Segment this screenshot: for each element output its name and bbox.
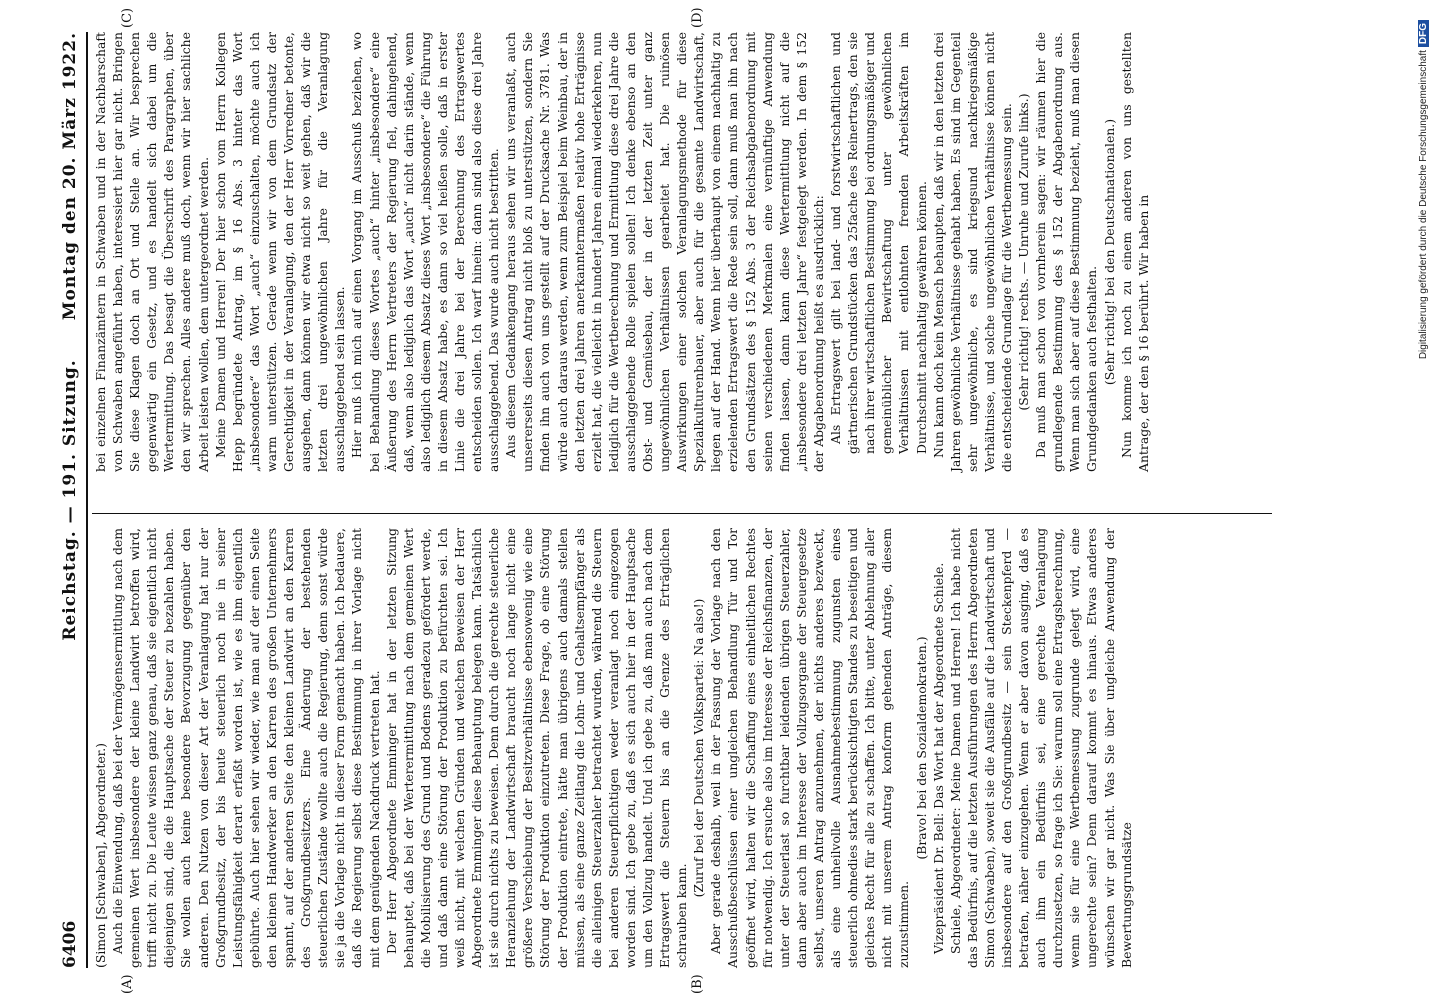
column-divider (92, 513, 1272, 514)
margin-mark-b: (B) (690, 974, 705, 994)
page-header (60, 32, 84, 968)
right-paragraph: (Sehr richtig! rechts. — Unruhe und Zurufe links.) (1016, 93, 1032, 411)
dfg-logo: DFG (1418, 20, 1429, 47)
header-rule (86, 32, 88, 968)
left-paragraph: (Bravo! bei den Sozialdemokraten.) (913, 636, 929, 860)
right-paragraph: Nun komme ich noch zu einem anderen von uns gestellten Antrage, der den § 16 berührt. Wir haben in (1118, 32, 1151, 472)
right-paragraph: bei einzelnen Finanzämtern in Schwaben und in der Nachbarschaft von Schwaben angeführt haben, interessiert hier gar nicht. Bringen Sie diese Klagen doch an Ort und Stelle an. Wir besprechen gegenwärtig ein Gesetz, und es handelt sich dabei um die Wertermittlung. Das besagt die Überschrift des Paragraphen, über den wir sprechen. Alles andere muß doch, wenn wir hier sachliche Arbeit leisten wollen, dem untergeordnet werden. (93, 32, 211, 472)
left-paragraph: (Simon [Schwaben], Abgeordneter.) (93, 742, 108, 968)
margin-mark-a: (A) (120, 974, 135, 994)
right-column (92, 32, 1152, 472)
right-paragraph: Meine Damen und Herren! Der hier schon vom Herrn Kollegen Hepp begründete Antrag, im § 16 Abs. 3 hinter das Wort „insbesondere“ das Wort „auch“ einzuschalten, möchte auch ich warm unterstützen. Gerade wenn wir von dem Grundsatz der Gerechtigkeit in der Veranlagung, den der Herr Vorredner betonte, ausgehen, dann können wir etwa nicht so weit gehen, daß wir die letzten drei ungewöhnlichen Jahre für die Veranlagung ausschlaggebend sein lassen. (212, 32, 348, 472)
left-column (92, 528, 1135, 968)
left-paragraph: Schiele, Abgeordneter: Meine Damen und Herren! Ich habe nicht das Bedürfnis, auf die letzten Ausführungen des Herrn Abgeordneten Simon (Schwaben), soweit sie die Ausfälle auf die Landwirtschaft und insbesondere auf den Großgrundbesitz — sein Steckenpferd — betrafen, näher einzugehen. Wenn er aber davon ausging, daß es auch ihm ein Bedürfnis sei, eine gerechte Veranlagung durchzusetzen, so frage ich Sie: warum soll eine Ertragsberechnung, wenn sie für eine Wertbemessung zugrunde gelegt wird, eine ungerechte sein? Denn darauf kommt es hinaus. Etwas anderes wünschen wir gar nicht. Was Sie über ungleiche Anwendung der Bewertungsgrundsätze (947, 528, 1134, 968)
right-paragraph: (Sehr richtig! bei den Deutschnationalen.) (1101, 118, 1117, 386)
page-number: 6406 (60, 920, 80, 968)
right-paragraph: Da muß man schon von vornherein sagen: wir räumen hier die grundlegende Bestimmung des § 152 der Abgabenordnung aus. Wenn man sich aber auf diese Bestimmung bezieht, muß man diesen Grundgedanken auch festhalten. (1033, 32, 1100, 472)
left-paragraph: Der Herr Abgeordnete Emminger hat in der letzten Sitzung behauptet, daß bei der Werterermittlung nach dem gemeinen Wert die Mobilisierung des Grund und Bodens geradezu gefördert werde, und daß dann eine Störung der Produktion zu befürchten sei. Ich weiß nicht, mit welchen Gründen und welchen Beweisen der Herr Abgeordnete Emminger diese Behauptung belegen kann. Tatsächlich ist sie durch nichts zu beweisen. Denn durch die gerechte steuerliche Heranziehung der Landwirtschaft braucht noch lange nicht eine größere Verschiebung der Besitzverhältnisse ebensowenig wie eine Störung der Produktion einzutreten. Diese Frage, ob eine Störung der Produktion eintrete, hätte man übrigens auch damals stellen müssen, als eine ganze Zeitlang die Lohn- und Gehaltsempfänger als die alleinigen Steuerzahler betrachtet wurden, während die Steuern bei anderen Steuerpflichtigen weder veranlagt noch eingezogen worden sind. Ich gebe zu, daß es sich auch hier in der Hauptsache um den Vollzug handelt. Und ich gebe zu, daß man auch nach dem Ertragswert die Steuern bis an die Grenze des Erträglichen schrauben kann. (383, 528, 690, 968)
digitization-credit (1418, 20, 1432, 980)
left-paragraph: Vizepräsident Dr. Bell: Das Wort hat der Abgeordnete Schiele. (930, 562, 946, 954)
session-title: Reichstag. — 191. Sitzung. (60, 359, 80, 641)
left-paragraph: Auch die Einwendung, daß bei der Vermögensermittlung nach dem gemeinen Wert insbesondere der kleine Landwirt betroffen wird, trifft nicht zu. Die Leute wissen ganz genau, daß sie eigentlich nicht diejenigen sind, die die Hauptsache der Steuer zu bezahlen haben. Sie wollen auch keine besondere Bevorzugung gegenüber den anderen. Den Nutzen von dieser Art der Veranlagung hat nur der Großgrundbesitz, der bis heute steuerlich noch nie in seiner Leistungsfähigkeit derart erfaßt worden ist, wie es ihm eigentlich gebührte. Auch hier sehen wir wieder, wie man auf der einen Seite den kleinen Handwerker an den Karren des großen Unternehmers spannt, auf der anderen Seite den kleinen Landwirt an den Karren des Großgrundbesitzers. Eine Änderung der bestehenden steuerlichen Zustände wollte auch die Regierung, denn sonst würde sie ja die Vorlage nicht in dieser Form gemacht haben. Ich bedauere, daß die Regierung selbst diese Bestimmung in ihrer Vorlage nicht mit dem genügenden Nachdruck vertreten hat. (110, 528, 382, 968)
left-paragraph: (Zuruf bei der Deutschen Volkspartei: Na also!) (691, 598, 707, 898)
margin-mark-c: (C) (120, 7, 135, 28)
margin-mark-d: (D) (690, 7, 705, 28)
right-paragraph: Aus diesem Gedankengang heraus sehen wir uns veranlaßt, auch unsererseits diesen Antrag nicht bloß zu unterstützen, sondern Sie finden ihn auch von uns gestellt auf der Drucksache Nr. 3781. Was würde auch daraus werden, wenn zum Beispiel beim Weinbau, der in den letzten drei Jahren anerkanntermaßen relativ hohe Erträgnisse erzielt hat, die vielleicht in hundert Jahren einmal wiederkehren, nun lediglich für die Wertberechnung und Ermittlung diese drei Jahre die ausschlaggebende Rolle spielen sollen! Ich denke ebenso an den Obst- und Gemüsebau, der in der letzten Zeit unter ganz ungewöhnlichen Verhältnissen gearbeitet hat. Die ruinösen Auswirkungen einer solchen Veranlagungsmethode für diese Spezialkulturenbauer, aber auch für die gesamte Landwirtschaft, liegen auf der Hand. Wenn hier überhaupt von einem nachhaltig zu erzielenden Ertragswert die Rede sein soll, dann muß man ihn nach den Grundsätzen des § 152 Abs. 3 der Reichsabgabenordnung mit seinen verschiedenen Merkmalen eine vernünftige Anwendung finden lassen, dann kann diese Wertermittlung nicht auf die „insbesondere drei letzten Jahre“ festgelegt werden. In dem § 152 der Abgabenordnung heißt es ausdrücklich: (503, 32, 826, 472)
right-paragraph: Hier muß ich mich auf einen Vorgang im Ausschuß beziehen, wo bei Behandlung dieses Wortes „auch“ hinter „insbesondere“ eine Äußerung des Herrn Vertreters der Regierung fiel, dahingehend, daß, wenn also lediglich das Wort „auch“ nicht darin stände, wenn also lediglich diesem Absatz dieses Wort „insbesondere“ die Führung in diesem Absatz habe, es dann so viel heißen solle, daß in erster Linie die drei Jahre bei der Berechnung des Ertragswertes entscheiden sollen. Ich warf hinein: dann sind also diese drei Jahre ausschlaggebend. Das wurde auch nicht bestritten. (349, 32, 502, 472)
right-paragraph: Als Ertragswert gilt bei land- und forstwirtschaftlichen und gärtnerischen Grundstücken das 25fache des Reinertrags, den sie nach ihrer wirtschaftlichen Bestimmung bei ordnungsmäßiger und gemeinüblicher Bewirtschaftung unter gewöhnlichen Verhältnissen mit entlohnten fremden Arbeitskräften im Durchschnitt nachhaltig gewähren können. (828, 32, 929, 454)
left-paragraph: Aber gerade deshalb, weil in der Fassung der Vorlage nach den Ausschußbeschlüssen einer ungleichen Behandlung Tür und Tor geöffnet wird, halten wir die Schaffung eines einheitlichen Rechtes für notwendig. Ich ersuche also im Interesse der Reichsfinanzen, der unter der Steuerlast so furchtbar leidenden übrigen Steuerzahler, dann aber auch im Interesse der Vollzugsorgane der Steuergesetze selbst, unseren Antrag anzunehmen, der nichts anderes bezweckt, als eine unheilvolle Ausnahmebestimmung zugunsten eines steuerlich ohnedies stark berücksichtigten Standes zu beseitigen und gleiches Recht für alle zu schaffen. Ich bitte, unter Ablehnung aller nicht mit unserem Antrag konform gehenden Anträge, diesem zuzustimmen. (708, 528, 912, 968)
credit-text: Digitalisierung gefördert durch die Deutsche Forschungsgemeinschaft (1418, 50, 1429, 360)
right-paragraph: Nun kann doch kein Mensch behaupten, daß wir in den letzten drei Jahren gewöhnliche Verhältnisse gehabt haben. Es sind im Gegenteil sehr ungewöhnliche, es sind kriegsund nachkriegsmäßige Verhältnisse, und solche ungewöhnlichen Verhältnisse können nicht die entscheidende Grundlage für die Wertbemessung sein. (930, 32, 1014, 472)
session-date: Montag den 20. März 1922. (60, 32, 80, 321)
